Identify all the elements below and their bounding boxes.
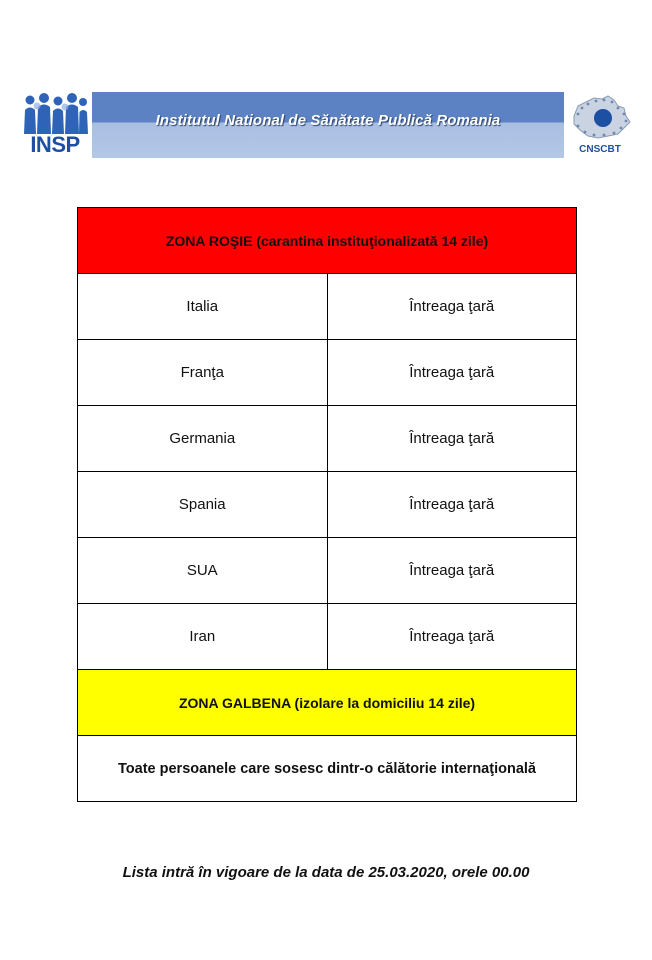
zone-table [77, 207, 577, 802]
cnscbt-logo [566, 92, 634, 160]
table-row [78, 406, 577, 472]
red-zone-heading: ZONA ROŞIE (carantina instituţionalizată 14 zile) [78, 208, 577, 274]
document-header [20, 92, 634, 160]
institute-title: Institutul National de Sănătate Publică Romania [155, 112, 501, 129]
people-silhouettes-icon [22, 92, 88, 134]
yellow-zone-heading: ZONA GALBENA (izolare la domiciliu 14 zile) [78, 670, 577, 736]
country-cell: SUA [78, 538, 328, 604]
country-cell: Spania [78, 472, 328, 538]
romania-map-icon [568, 94, 632, 142]
insp-logo-text: INSP [30, 132, 80, 157]
region-cell: Întreaga ţară [327, 340, 577, 406]
yellow-zone-header-row [78, 670, 577, 736]
cnscbt-logo-text: CNSCBT [579, 144, 621, 155]
region-cell: Întreaga ţară [327, 472, 577, 538]
effective-date-note: Lista intră în vigoare de la data de 25.03.2020, orele 00.00 [122, 864, 530, 881]
table-row [78, 340, 577, 406]
yellow-zone-note: Toate persoanele care sosesc dintr-o călătorie internaţională [78, 736, 577, 802]
yellow-zone-note-row [78, 736, 577, 802]
table-row [78, 538, 577, 604]
insp-logo [20, 92, 90, 158]
table-row [78, 604, 577, 670]
region-cell: Întreaga ţară [327, 406, 577, 472]
institute-banner [92, 92, 564, 158]
region-cell: Întreaga ţară [327, 604, 577, 670]
country-cell: Iran [78, 604, 328, 670]
region-cell: Întreaga ţară [327, 538, 577, 604]
country-cell: Franţa [78, 340, 328, 406]
red-zone-header-row [78, 208, 577, 274]
table-row [78, 472, 577, 538]
country-cell: Italia [78, 274, 328, 340]
country-cell: Germania [78, 406, 328, 472]
region-cell: Întreaga ţară [327, 274, 577, 340]
table-row [78, 274, 577, 340]
